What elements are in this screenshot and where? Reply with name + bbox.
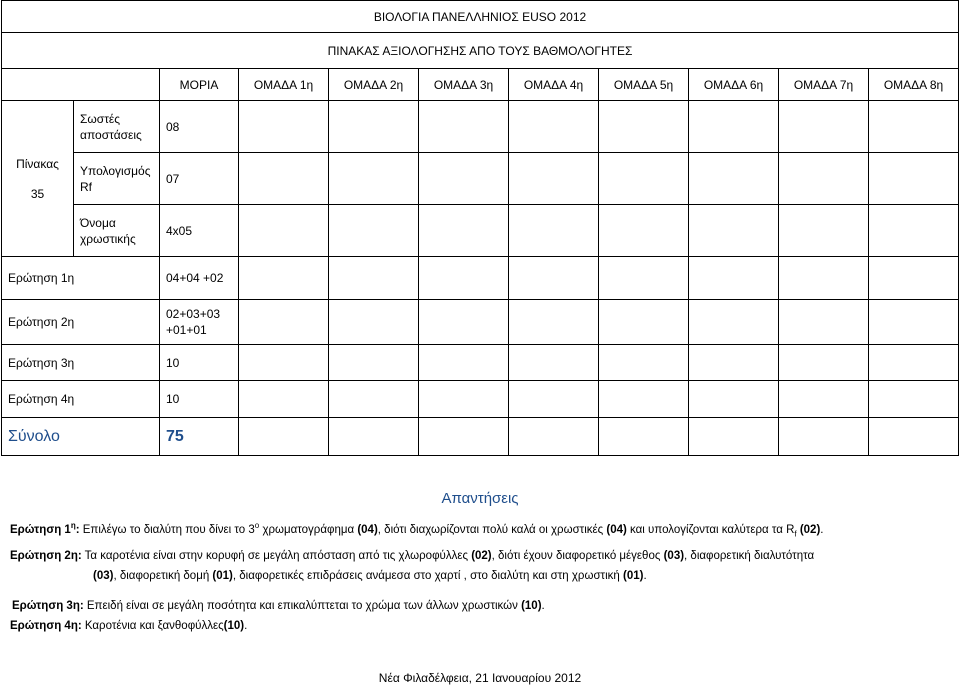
answer-1-points-2: (04) <box>606 524 627 536</box>
score-cell <box>419 381 509 418</box>
column-header-group-3: ΟΜΑΔΑ 3η <box>419 69 509 101</box>
score-cell <box>869 381 959 418</box>
answer-3 <box>0 596 960 616</box>
empty-header-cell <box>2 69 160 101</box>
total-label: Σύνολο <box>2 418 160 456</box>
score-cell <box>689 345 779 381</box>
criterion-line2: χρωστικής <box>80 231 136 246</box>
points-line1: 02+03+03 <box>166 307 221 321</box>
question-label: Ερώτηση 1η <box>2 257 160 300</box>
criterion-line1: Όνομα <box>80 215 116 230</box>
score-cell <box>599 153 689 205</box>
question-points: 10 <box>160 381 239 418</box>
criterion-line2: αποστάσεις <box>80 127 142 142</box>
score-cell <box>509 418 599 456</box>
score-cell <box>779 257 869 300</box>
score-cell <box>869 101 959 153</box>
answer-1-sub: f <box>794 529 797 539</box>
answer-1-sup2: ο <box>254 521 260 531</box>
score-cell <box>599 300 689 345</box>
score-cell <box>239 101 329 153</box>
answer-1-text-d: και υπολογίζονται καλύτερα τα R <box>626 524 795 536</box>
criterion-label <box>74 153 160 205</box>
score-cell <box>239 300 329 345</box>
table-row <box>2 257 959 300</box>
score-cell <box>779 153 869 205</box>
answer-2-label: Ερώτηση 2η: <box>10 550 82 562</box>
score-cell <box>689 257 779 300</box>
score-cell <box>239 418 329 456</box>
table-row <box>2 345 959 381</box>
score-cell <box>329 418 419 456</box>
answer-1-end: . <box>820 524 824 536</box>
score-cell <box>239 345 329 381</box>
score-cell <box>779 418 869 456</box>
criterion-points: 4x05 <box>160 205 239 257</box>
answer-1-colon: : <box>75 524 80 536</box>
answer-4 <box>0 616 960 636</box>
score-cell <box>689 418 779 456</box>
score-cell <box>509 257 599 300</box>
column-header-moria: ΜΟΡΙΑ <box>160 69 239 101</box>
answer-1-text-a: Επιλέγω το διαλύτη που δίνει το 3 <box>79 524 255 536</box>
criterion-points: 07 <box>160 153 239 205</box>
answer-2-text-6: . <box>643 570 647 582</box>
answer-2-points-5: (01) <box>622 570 644 582</box>
score-cell <box>329 153 419 205</box>
column-header-group-4: ΟΜΑΔΑ 4η <box>509 69 599 101</box>
question-label: Ερώτηση 3η <box>2 345 160 381</box>
footer-place-date: Νέα Φιλαδέλφεια, 21 Ιανουαρίου 2012 <box>378 671 582 685</box>
answer-2-points-3: (03) <box>93 570 114 582</box>
score-cell <box>239 381 329 418</box>
answer-1-text-c: , διότι διαχωρίζονται πολύ καλά οι χρωστικές <box>377 524 607 536</box>
column-header-group-6: ΟΜΑΔΑ 6η <box>689 69 779 101</box>
score-cell <box>329 300 419 345</box>
column-header-row <box>2 69 959 101</box>
score-cell <box>599 381 689 418</box>
score-cell <box>869 205 959 257</box>
points-line2: +01+01 <box>166 323 207 337</box>
answer-2-points-2: (03) <box>663 550 685 562</box>
score-cell <box>599 345 689 381</box>
answer-3-points-1: (10) <box>521 600 542 612</box>
answer-2-points-1: (02) <box>471 550 492 562</box>
score-cell <box>779 381 869 418</box>
score-cell <box>509 345 599 381</box>
score-cell <box>239 205 329 257</box>
sheet-title: ΒΙΟΛΟΓΙΑ ΠΑΝΕΛΛΗΝΙΟΣ EUSO 2012 <box>2 1 959 33</box>
answer-4-text-1: Καροτένια και ξανθοφύλλες <box>81 620 224 632</box>
table-row <box>2 153 959 205</box>
criterion-line1: Υπολογισμός <box>80 163 151 178</box>
answer-1-text-b: χρωματογράφημα <box>259 524 358 536</box>
evaluation-table <box>1 0 959 456</box>
score-cell <box>329 381 419 418</box>
column-header-group-2: ΟΜΑΔΑ 2η <box>329 69 419 101</box>
score-cell <box>239 153 329 205</box>
score-cell <box>599 418 689 456</box>
table35-label-line1: Πίνακας <box>16 156 59 171</box>
score-cell <box>419 345 509 381</box>
score-cell <box>779 205 869 257</box>
score-cell <box>599 205 689 257</box>
evaluation-sheet <box>1 0 958 456</box>
score-cell <box>419 418 509 456</box>
table35-label-line2: 35 <box>30 186 45 201</box>
criterion-line2: Rf <box>80 179 92 194</box>
table-row-total <box>2 418 959 456</box>
answer-2-text-5: , διαφορετικές επιδράσεις ανάμεσα στο χαρτί , στο διαλύτη και στη χρωστική <box>232 570 623 582</box>
answer-4-points-1: (10) <box>223 620 245 632</box>
criterion-label <box>74 101 160 153</box>
answer-3-text-2: . <box>541 600 545 612</box>
score-cell <box>329 345 419 381</box>
score-cell <box>599 257 689 300</box>
sheet-subtitle: ΠΙΝΑΚΑΣ ΑΞΙΟΛΟΓΗΣΗΣ ΑΠΟ ΤΟΥΣ ΒΑΘΜΟΛΟΓΗΤΕΣ <box>2 33 959 69</box>
table-row <box>2 205 959 257</box>
answer-2-points-4: (01) <box>212 570 233 582</box>
answer-1-sup: η <box>70 521 76 531</box>
question-points: 04+04 +02 <box>160 257 239 300</box>
column-header-group-1: ΟΜΑΔΑ 1η <box>239 69 329 101</box>
score-cell <box>779 101 869 153</box>
answer-4-text-2: . <box>244 620 248 632</box>
score-cell <box>869 345 959 381</box>
score-cell <box>419 153 509 205</box>
score-cell <box>419 205 509 257</box>
answer-3-label: Ερώτηση 3η: <box>12 600 84 612</box>
question-points: 10 <box>160 345 239 381</box>
answer-2-continued <box>0 566 960 586</box>
answer-2-text-1: Τα καροτένια είναι στην κορυφή σε μεγάλη απόσταση από τις χλωροφύλλες <box>81 550 472 562</box>
answer-1 <box>0 520 960 540</box>
score-cell <box>869 153 959 205</box>
score-cell <box>329 101 419 153</box>
score-cell <box>419 257 509 300</box>
score-cell <box>509 153 599 205</box>
score-cell <box>869 300 959 345</box>
score-cell <box>779 345 869 381</box>
score-cell <box>779 300 869 345</box>
table-row <box>2 300 959 345</box>
table-row <box>2 381 959 418</box>
score-cell <box>239 257 329 300</box>
score-cell <box>329 205 419 257</box>
question-label: Ερώτηση 2η <box>2 300 160 345</box>
score-cell <box>509 381 599 418</box>
score-cell <box>329 257 419 300</box>
table-row <box>2 101 959 153</box>
question-points <box>160 300 239 345</box>
answer-2-text-4: , διαφορετική δομή <box>113 570 213 582</box>
criterion-line1: Σωστές <box>80 111 121 126</box>
answer-4-label: Ερώτηση 4η: <box>10 620 82 632</box>
score-cell <box>689 153 779 205</box>
answers-section <box>0 490 960 636</box>
column-header-group-8: ΟΜΑΔΑ 8η <box>869 69 959 101</box>
total-value: 75 <box>160 418 239 456</box>
answer-1-points-1: (04) <box>357 524 378 536</box>
column-header-group-7: ΟΜΑΔΑ 7η <box>779 69 869 101</box>
score-cell <box>689 381 779 418</box>
score-cell <box>509 300 599 345</box>
score-cell <box>419 300 509 345</box>
answer-2 <box>0 546 960 566</box>
score-cell <box>509 101 599 153</box>
criterion-label <box>74 205 160 257</box>
score-cell <box>509 205 599 257</box>
criterion-points: 08 <box>160 101 239 153</box>
score-cell <box>689 300 779 345</box>
score-cell <box>689 101 779 153</box>
answer-1-points-3: (02) <box>796 524 821 536</box>
table35-label <box>2 101 74 257</box>
answers-heading: Απαντήσεις <box>441 490 519 507</box>
answer-2-text-2: , διότι έχουν διαφορετικό μέγεθος <box>491 550 664 562</box>
score-cell <box>419 101 509 153</box>
question-label: Ερώτηση 4η <box>2 381 160 418</box>
score-cell <box>599 101 689 153</box>
answer-3-text-1: Επειδή είναι σε μεγάλη ποσότητα και επικαλύπτεται το χρώμα των άλλων χρωστικών <box>83 600 522 612</box>
score-cell <box>869 418 959 456</box>
answer-2-text-3: , διαφορετική διαλυτότητα <box>684 550 815 562</box>
answer-1-label: Ερώτηση 1 <box>10 524 71 536</box>
score-cell <box>689 205 779 257</box>
score-cell <box>869 257 959 300</box>
column-header-group-5: ΟΜΑΔΑ 5η <box>599 69 689 101</box>
